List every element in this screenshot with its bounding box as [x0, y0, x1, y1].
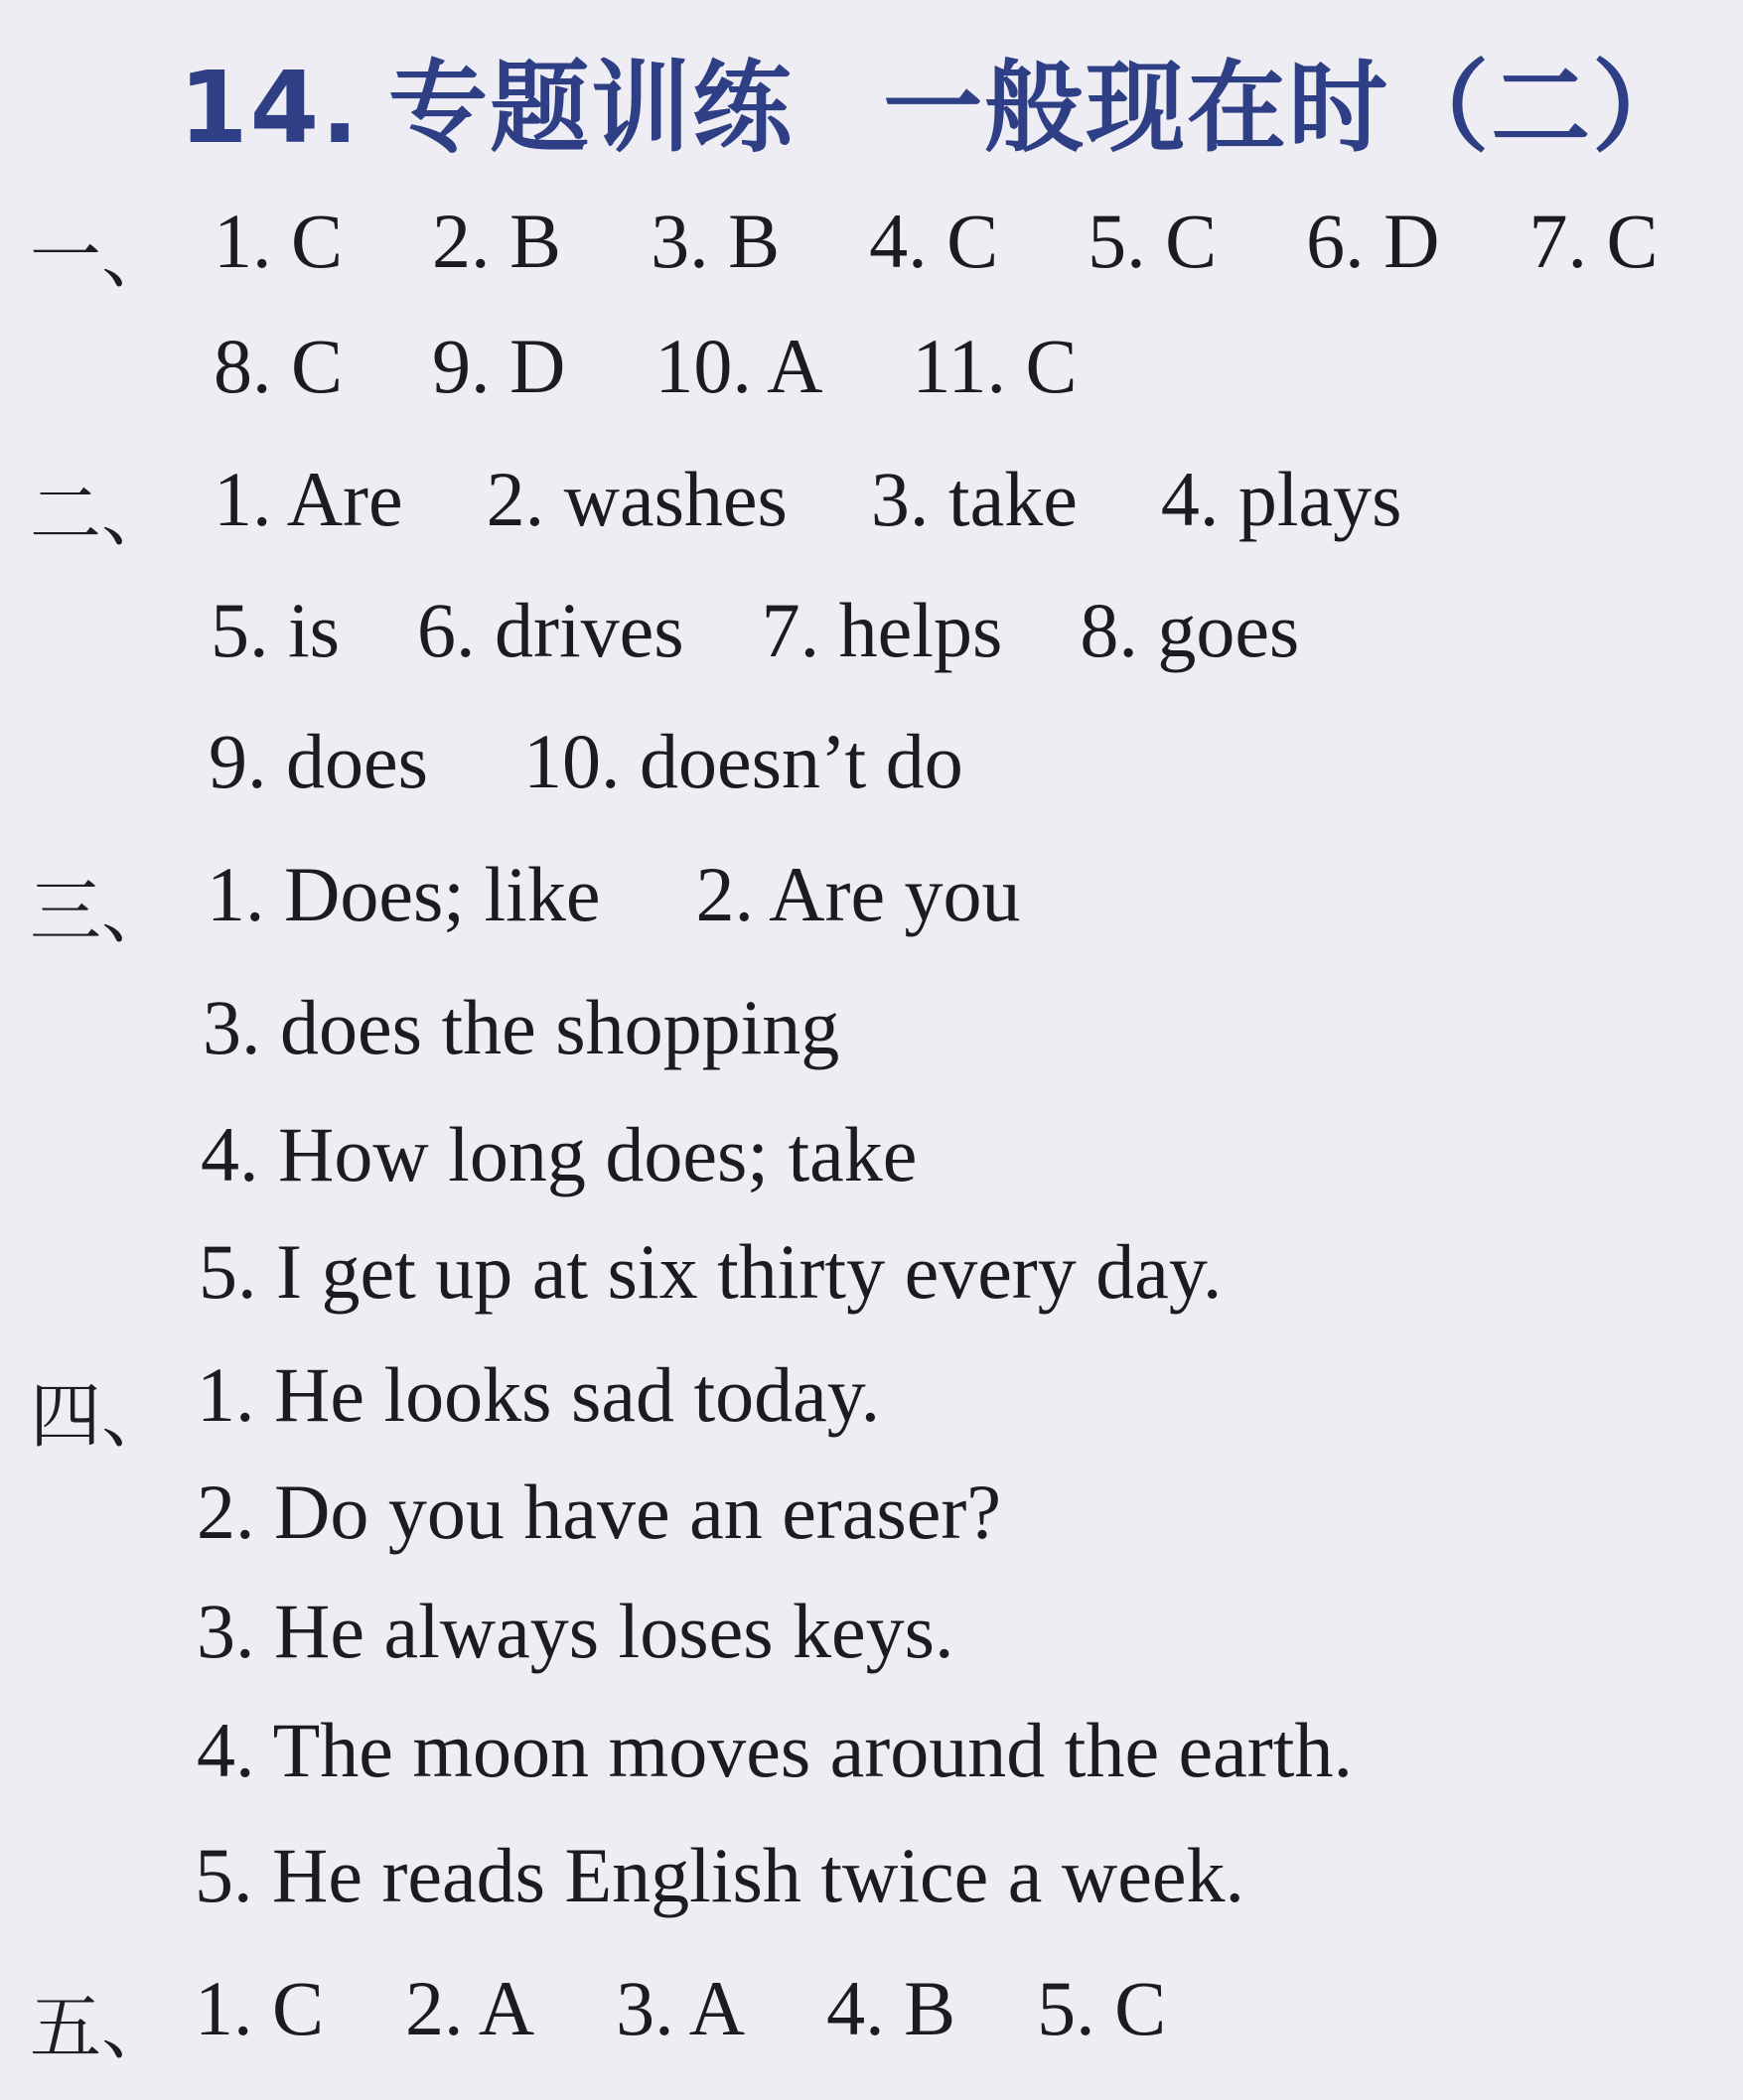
answer-item: 4. How long does; take [201, 1111, 918, 1197]
answer-row [197, 1706, 1436, 1795]
answer-item: 8. C [214, 323, 344, 409]
answer-row [214, 197, 1659, 286]
answer-item: 4. plays [1160, 456, 1402, 542]
answer-row [201, 1110, 1000, 1199]
answer-item: 2. washes [486, 456, 788, 542]
answer-item: 3. A [616, 1965, 746, 2051]
answer-item: 1. He looks sad today. [197, 1351, 881, 1438]
answer-item: 9. D [432, 323, 566, 409]
answer-item: 5. C [1037, 1965, 1167, 2051]
answer-item: 1. C [195, 1965, 325, 2051]
answer-item: 4. B [826, 1965, 956, 2051]
answer-item: 10. A [654, 323, 823, 409]
section-label-4: 四、 [30, 1374, 174, 1458]
section-label-3: 三、 [30, 870, 174, 953]
answer-item: 2. Are you [695, 851, 1021, 937]
answer-item: 3. does the shopping [203, 984, 840, 1070]
answer-item: 3. B [651, 198, 781, 284]
answer-row [195, 1831, 1328, 1920]
answer-item: 5. I get up at six thirty every day. [199, 1228, 1223, 1315]
title-subtopic: 一般现在时（二） [883, 50, 1694, 166]
answer-item: 5. is [211, 587, 341, 673]
answer-row [214, 455, 1485, 544]
answer-item: 4. C [869, 198, 999, 284]
section-label-1: 一、 [30, 214, 174, 298]
answer-row [195, 1964, 1166, 2053]
answer-item: 7. C [1528, 198, 1659, 284]
answer-item: 3. take [870, 456, 1078, 542]
answer-row [197, 1587, 1038, 1676]
answer-item: 1. Are [214, 456, 403, 542]
answer-item: 5. He reads English twice a week. [195, 1832, 1244, 1918]
answer-item: 2. Do you have an eraser? [197, 1469, 1001, 1555]
answer-item: 2. A [405, 1965, 535, 2051]
answer-item: 2. B [432, 198, 562, 284]
answer-item: 8. goes [1080, 587, 1300, 673]
answer-item: 9. does [209, 718, 428, 804]
answer-item: 3. He always loses keys. [197, 1588, 954, 1674]
title-number: 14. [179, 50, 362, 166]
answer-row [207, 850, 1104, 939]
answer-row [214, 322, 1167, 411]
answer-item: 11. C [912, 323, 1078, 409]
answer-item: 5. C [1088, 198, 1218, 284]
answer-row [197, 1350, 963, 1440]
answer-row [211, 586, 1382, 675]
section-label-2: 二、 [30, 473, 174, 556]
title-topic: 专题训练 [388, 50, 795, 166]
answer-item: 10. doesn’t do [522, 718, 963, 804]
answer-row [209, 717, 1047, 806]
answer-item: 6. D [1306, 198, 1440, 284]
answer-item: 4. The moon moves around the earth. [197, 1707, 1353, 1793]
answer-item: 7. helps [761, 587, 1003, 673]
answer-item: 6. drives [417, 587, 684, 673]
answer-row [199, 1227, 1305, 1317]
answer-item: 1. C [214, 198, 344, 284]
answer-row [197, 1468, 1085, 1557]
answer-row [203, 983, 923, 1072]
page-title [179, 28, 1693, 171]
answer-item: 1. Does; like [207, 851, 601, 937]
section-label-5: 五、 [30, 1986, 174, 2069]
